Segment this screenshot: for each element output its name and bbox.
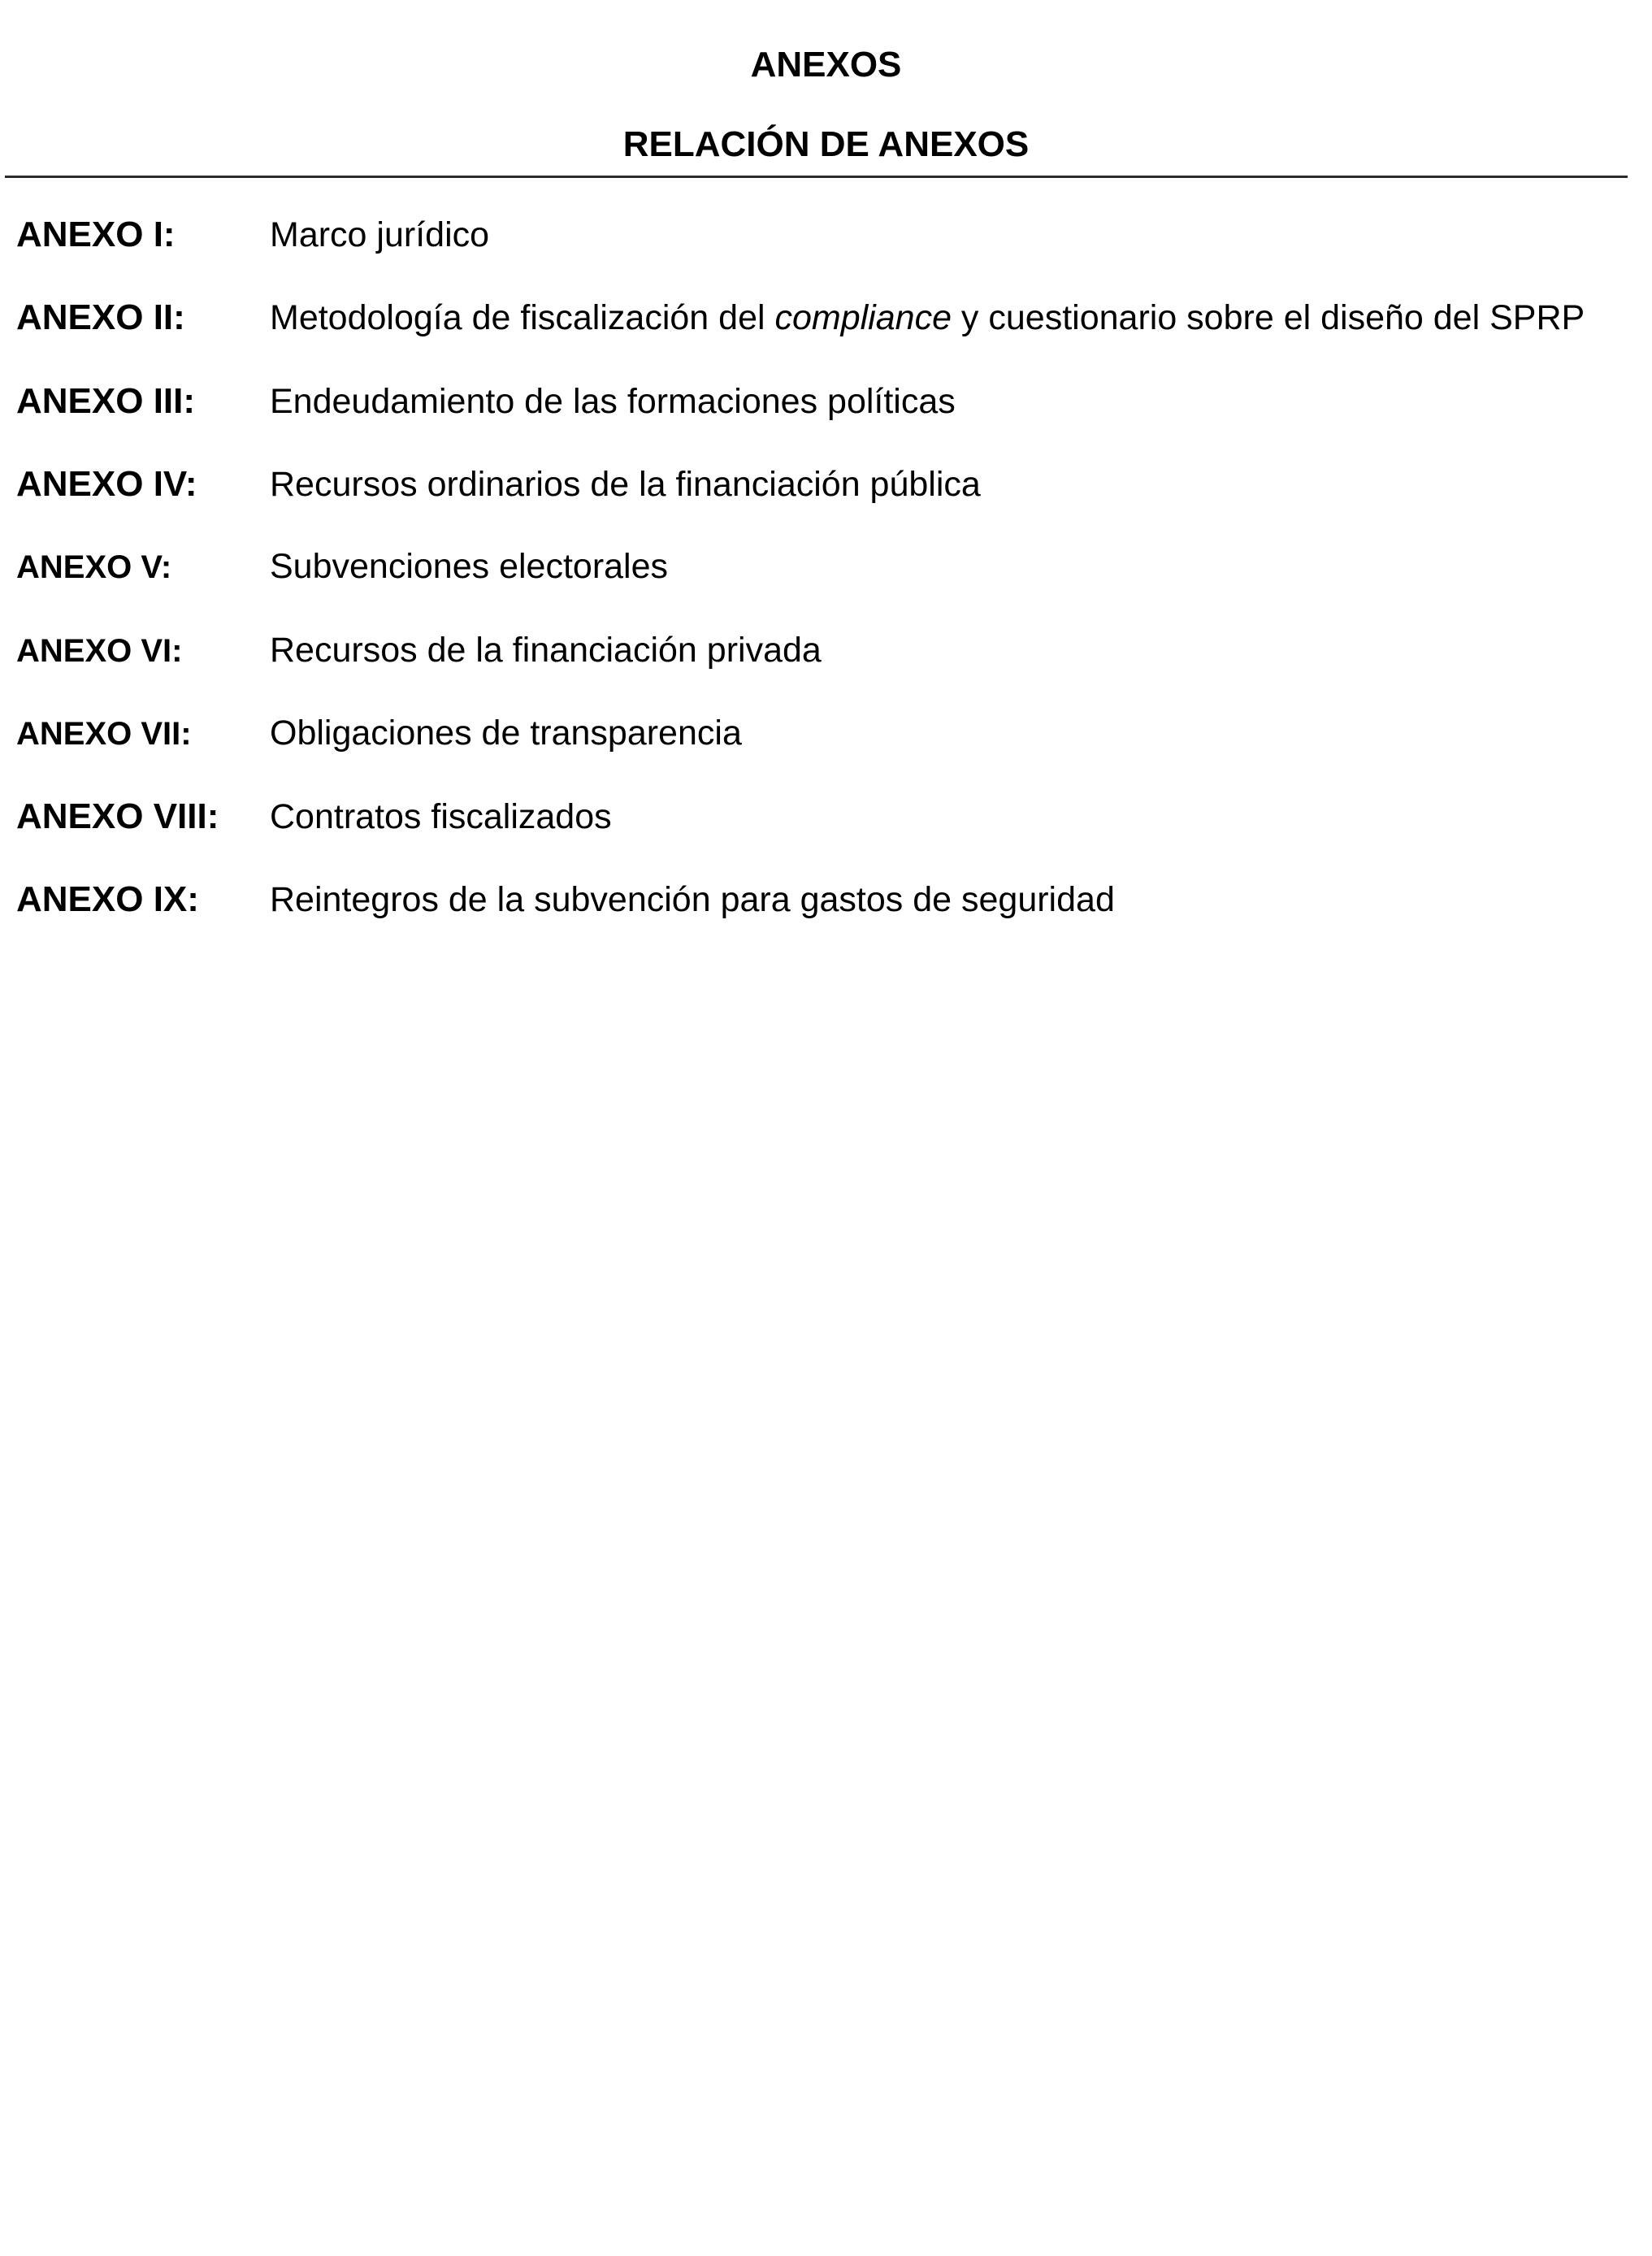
annex-description-part: Metodología de fiscalización del bbox=[270, 298, 775, 338]
annex-row bbox=[16, 630, 1652, 670]
annex-description-part: y cuestionario sobre el diseño del SPRP bbox=[951, 298, 1585, 338]
annex-description-part: Contratos fiscalizados bbox=[270, 797, 612, 837]
annex-description bbox=[270, 631, 822, 670]
annex-label: ANEXO IX: bbox=[16, 879, 199, 920]
annex-description-part: Recursos ordinarios de la financiación pública bbox=[270, 464, 981, 504]
annex-label: ANEXO VI: bbox=[16, 632, 183, 669]
annex-description bbox=[270, 215, 489, 254]
annex-row bbox=[16, 796, 1652, 837]
horizontal-rule bbox=[5, 176, 1628, 178]
annex-description-part: Recursos de la financiación privada bbox=[270, 630, 822, 670]
annex-row bbox=[16, 879, 1652, 920]
annex-label: ANEXO II: bbox=[16, 297, 185, 338]
document-title: ANEXOS bbox=[750, 45, 902, 85]
annex-label: ANEXO I: bbox=[16, 215, 176, 254]
annex-label: ANEXO IV: bbox=[16, 463, 197, 504]
annex-description-part: Reintegros de la subvención para gastos de seguridad bbox=[270, 880, 1115, 920]
annex-description bbox=[270, 797, 612, 836]
annex-row bbox=[16, 380, 1652, 421]
annex-description bbox=[270, 382, 956, 421]
annex-description-part: Endeudamiento de las formaciones políticas bbox=[270, 381, 956, 421]
annex-row bbox=[16, 463, 1652, 504]
annex-label: ANEXO VII: bbox=[16, 715, 192, 752]
annex-description-part: Obligaciones de transparencia bbox=[270, 713, 742, 753]
annex-label: ANEXO VIII: bbox=[16, 796, 219, 837]
annex-description-italic-part: compliance bbox=[774, 298, 952, 338]
annex-description bbox=[270, 547, 668, 586]
section-title: RELACIÓN DE ANEXOS bbox=[622, 124, 1030, 164]
annex-description bbox=[270, 880, 1115, 919]
annex-description bbox=[270, 465, 981, 504]
annex-row bbox=[16, 713, 1652, 753]
annex-row bbox=[16, 297, 1652, 338]
annex-row bbox=[16, 547, 1652, 587]
annex-label: ANEXO V: bbox=[16, 549, 172, 586]
annex-description-part: Marco jurídico bbox=[270, 215, 490, 254]
annex-row bbox=[16, 217, 1652, 253]
annex-description-part: Subvenciones electorales bbox=[270, 547, 669, 587]
annex-description bbox=[270, 714, 742, 753]
annex-label: ANEXO III: bbox=[16, 380, 196, 421]
annex-description bbox=[270, 298, 1585, 337]
